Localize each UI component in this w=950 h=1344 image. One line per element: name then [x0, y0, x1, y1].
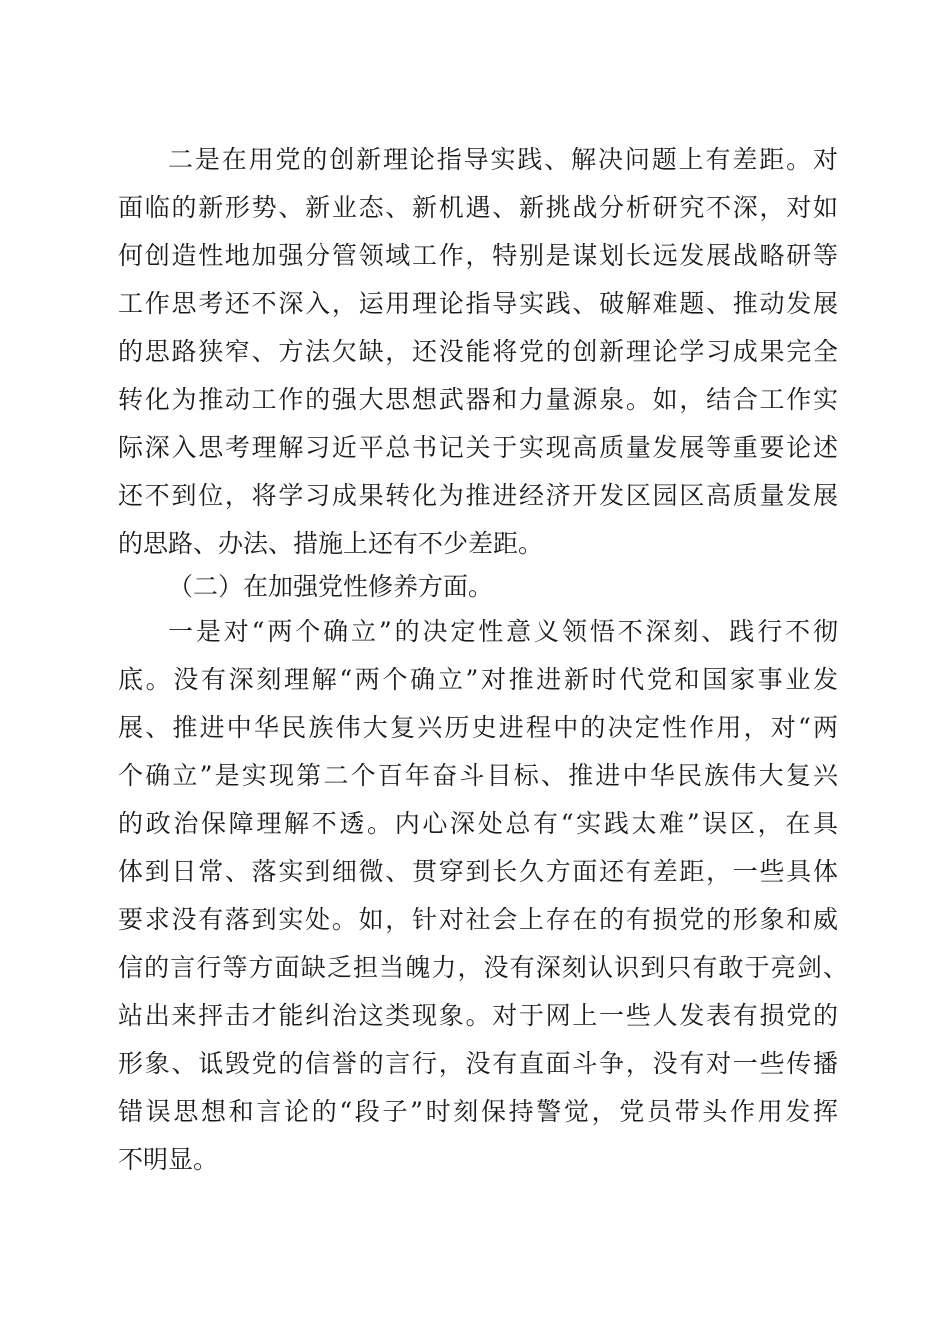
- paragraph-2-line-3: 展、推进中华民族伟大复兴历史进程中的决定性作用，对“两: [118, 713, 838, 742]
- paragraph-2-line-8: 信的言行等方面缺乏担当魄力，没有深刻认识到只有敢于亮剑、: [118, 953, 848, 982]
- paragraph-1-line-5: 的思路狭窄、方法欠缺，还没能将党的创新理论学习成果完全: [118, 337, 838, 366]
- paragraph-2-line-1: 一是对“两个确立”的决定性意义领悟不深刻、践行不彻: [168, 617, 838, 646]
- paragraph-2-line-6: 体到日常、落实到细微、贯穿到长久方面还有差距，一些具体: [118, 857, 838, 886]
- paragraph-1-line-4: 工作思考还不深入，运用理论指导实践、破解难题、推动发展: [118, 289, 838, 318]
- paragraph-1-line-1: 二是在用党的创新理论指导实践、解决问题上有差距。对: [168, 145, 838, 174]
- paragraph-2-line-12: 不明显。: [118, 1145, 219, 1174]
- paragraph-2-line-2: 底。没有深刻理解“两个确立”对推进新时代党和国家事业发: [118, 665, 838, 694]
- paragraph-2-line-9: 站出来抨击才能纠治这类现象。对于网上一些人发表有损党的: [118, 1001, 838, 1030]
- paragraph-2-line-5: 的政治保障理解不透。内心深处总有“实践太难”误区，在具: [118, 809, 838, 838]
- section-heading: （二）在加强党性修养方面。: [168, 572, 494, 601]
- paragraph-1-line-8: 还不到位，将学习成果转化为推进经济开发区园区高质量发展: [118, 481, 838, 510]
- paragraph-1-line-2: 面临的新形势、新业态、新机遇、新挑战分析研究不深，对如: [118, 193, 838, 222]
- paragraph-2-line-11: 错误思想和言论的“段子”时刻保持警觉，党员带头作用发挥: [118, 1097, 838, 1126]
- paragraph-2-line-10: 形象、诋毁党的信誉的言行，没有直面斗争，没有对一些传播: [118, 1049, 838, 1078]
- paragraph-1-line-6: 转化为推动工作的强大思想武器和力量源泉。如，结合工作实: [118, 385, 838, 414]
- paragraph-2-line-4: 个确立”是实现第二个百年奋斗目标、推进中华民族伟大复兴: [118, 761, 838, 790]
- paragraph-1-line-9: 的思路、办法、措施上还有不少差距。: [118, 529, 544, 558]
- paragraph-1-line-3: 何创造性地加强分管领域工作，特别是谋划长远发展战略研等: [118, 241, 838, 270]
- paragraph-1-line-7: 际深入思考理解习近平总书记关于实现高质量发展等重要论述: [118, 433, 838, 462]
- paragraph-2-line-7: 要求没有落到实处。如，针对社会上存在的有损党的形象和威: [118, 905, 838, 934]
